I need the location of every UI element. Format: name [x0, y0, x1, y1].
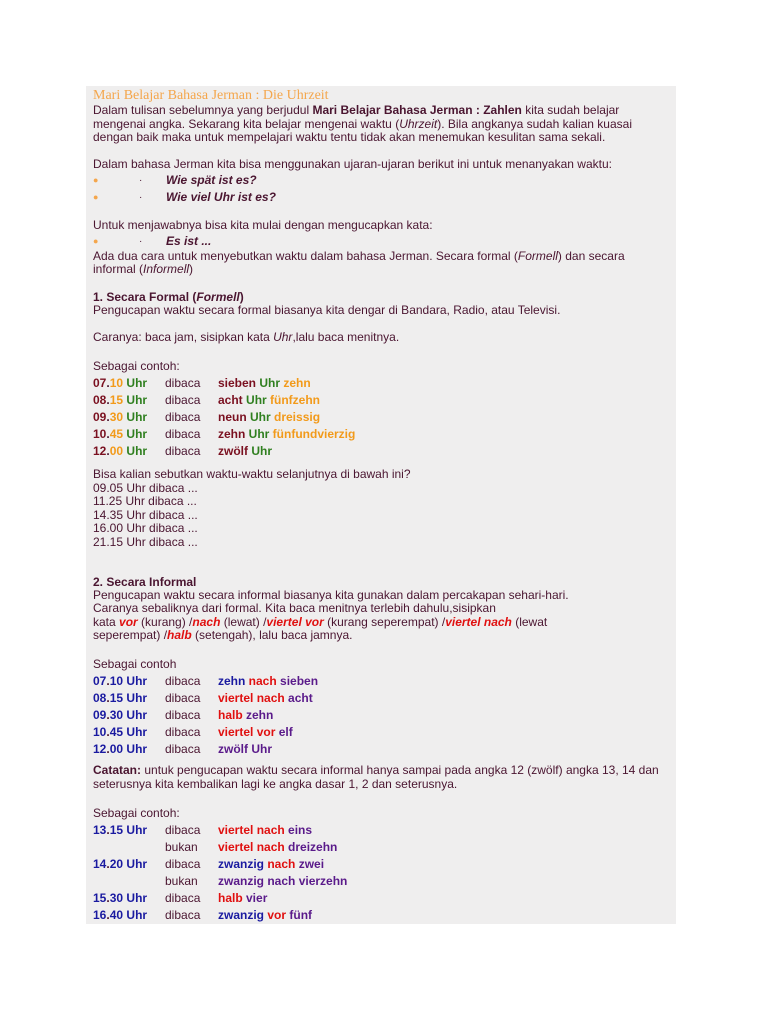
time-cell — [93, 890, 147, 907]
keyword-viertel-vor: viertel vor — [266, 614, 324, 629]
body-text: (kurang) / — [137, 614, 193, 629]
reading-part: viertel nach — [218, 691, 285, 705]
read-verb: dibaca — [165, 708, 201, 722]
reading-part: zwanzig — [218, 856, 265, 871]
reading-part: nach — [245, 674, 277, 688]
table-row — [93, 375, 676, 392]
reading-part: elf — [275, 725, 293, 739]
reading-cell — [218, 907, 312, 924]
reading-part: sieben — [276, 674, 319, 688]
body-text: kata — [93, 614, 120, 629]
reading-part: zehn — [218, 674, 246, 688]
reading-cell — [218, 873, 347, 890]
reading-minute: fünfundvierzig — [269, 427, 356, 441]
time-minute: 30 — [109, 890, 124, 905]
bullet-dot-icon: · — [139, 235, 143, 247]
time-minute: 45 — [109, 725, 124, 739]
time-hour: 09 — [93, 708, 107, 722]
table-row — [93, 741, 676, 758]
time-hour: 08 — [93, 393, 107, 407]
exercise-item: 14.35 Uhr dibaca ... — [93, 507, 198, 522]
time-minute: 00 — [109, 444, 124, 458]
bullet-icon: ● — [93, 174, 99, 185]
keyword-nach: nach — [192, 614, 221, 629]
exercise-intro: Bisa kalian sebutkan waktu-waktu selanjutnya di bawah ini? — [93, 467, 411, 481]
read-verb: dibaca — [165, 822, 201, 837]
body-text: untuk pengucapan waktu secara informal hanya sampai pada angka 12 (zwölf) angka 13, 14 dan — [141, 763, 659, 777]
reading-part: zehn — [242, 708, 274, 722]
time-separator: . — [106, 907, 110, 922]
reading-minute: zehn — [280, 376, 311, 390]
list-item — [93, 189, 676, 206]
reading-cell — [218, 741, 272, 758]
zahlen-article-link: Mari Belajar Bahasa Jerman : Zahlen — [312, 103, 522, 117]
time-uhr: Uhr — [123, 674, 148, 688]
time-minute: 30 — [109, 410, 124, 424]
reading-part: zwölf — [218, 742, 248, 756]
table-row — [93, 707, 676, 724]
read-verb: bukan — [165, 873, 198, 888]
bullet-dot-icon: · — [139, 174, 143, 186]
reading-part: vor — [264, 907, 287, 922]
reading-part: vierzehn — [295, 873, 348, 888]
read-verb: dibaca — [165, 410, 201, 424]
question-text: Wie spät ist es? — [166, 172, 257, 187]
time-separator: . — [106, 376, 110, 390]
time-separator: . — [106, 691, 110, 705]
time-cell — [93, 426, 147, 443]
reading-cell — [218, 426, 355, 443]
time-separator: . — [106, 427, 110, 441]
reading-hour: sieben — [218, 376, 257, 390]
reading-cell — [218, 392, 320, 409]
reading-part: fünf — [286, 907, 313, 922]
heading-text: ) — [239, 290, 244, 304]
time-minute: 30 — [109, 708, 124, 722]
time-cell — [93, 375, 147, 392]
reading-cell — [218, 839, 337, 856]
reading-part: eins — [284, 822, 313, 837]
time-hour: 07 — [93, 674, 107, 688]
time-hour: 08 — [93, 691, 107, 705]
reading-uhr: Uhr — [256, 376, 281, 390]
read-verb: dibaca — [165, 444, 201, 458]
intro-text: Dalam tulisan sebelumnya yang berjudul — [93, 103, 313, 117]
bullet-icon: ● — [93, 191, 99, 202]
time-separator: . — [106, 742, 110, 756]
section-heading-informal: 2. Secara Informal — [93, 574, 197, 589]
reading-part: halb — [218, 890, 243, 905]
note-label: Catatan: — [93, 763, 142, 777]
table-row — [93, 890, 676, 907]
table-row — [93, 822, 676, 839]
table-row — [93, 409, 676, 426]
informal-description: Caranya sebaliknya dari formal. Kita baca menitnya terlebih dahulu,sisipkan — [93, 601, 496, 615]
example-label: Sebagai contoh: — [93, 805, 180, 820]
read-verb: dibaca — [165, 674, 201, 688]
read-verb: dibaca — [165, 742, 201, 756]
time-minute: 45 — [109, 427, 124, 441]
reading-part: vier — [242, 890, 268, 905]
time-minute: 40 — [109, 907, 124, 922]
reading-hour: neun — [218, 410, 247, 424]
read-verb: dibaca — [165, 376, 201, 390]
time-minute: 10 — [109, 674, 124, 688]
time-cell — [93, 822, 147, 839]
reading-uhr: Uhr — [248, 444, 272, 458]
reading-cell — [218, 890, 267, 907]
list-item — [93, 172, 676, 189]
table-row — [93, 873, 676, 890]
table-row — [93, 724, 676, 741]
reading-cell — [218, 375, 311, 392]
body-text: Caranya: baca jam, sisipkan kata — [93, 330, 274, 344]
body-text: ,lalu baca menitnya. — [292, 330, 400, 344]
time-minute: 20 — [109, 856, 124, 871]
exercise-item: 11.25 Uhr dibaca ... — [93, 494, 197, 508]
reading-hour: zwölf — [218, 444, 248, 458]
time-minute: 15 — [109, 691, 124, 705]
question-text: Wie viel Uhr ist es? — [166, 189, 276, 204]
body-text: (kurang seperempat) / — [323, 614, 446, 629]
keyword-halb: halb — [167, 628, 192, 642]
reading-part: dreizehn — [284, 839, 338, 854]
reading-cell — [218, 443, 272, 460]
time-separator: . — [106, 725, 110, 739]
table-row — [93, 443, 676, 460]
body-text: seterusnya kita kembalikan lagi ke angka dasar 1, 2 dan seterusnya. — [93, 776, 458, 791]
time-hour: 07 — [93, 376, 107, 390]
reading-part: zwanzig — [218, 873, 265, 888]
time-hour: 12 — [93, 444, 107, 458]
intro-paragraph — [93, 104, 676, 145]
body-text: seperempat) / — [93, 628, 168, 642]
time-uhr: Uhr — [123, 393, 148, 407]
body-text: (lewat) / — [220, 614, 267, 629]
time-cell — [93, 690, 147, 707]
time-cell — [93, 707, 147, 724]
bullet-dot-icon: · — [139, 191, 143, 203]
reading-cell — [218, 673, 318, 690]
read-verb: dibaca — [165, 725, 201, 739]
time-cell — [93, 907, 147, 924]
time-minute: 10 — [109, 376, 124, 390]
two-ways-paragraph — [93, 250, 676, 277]
reading-cell — [218, 724, 293, 741]
time-hour: 13 — [93, 822, 107, 837]
time-hour: 09 — [93, 410, 107, 424]
time-separator: . — [106, 410, 110, 424]
time-cell — [93, 443, 147, 460]
time-uhr: Uhr — [123, 444, 148, 458]
reading-cell — [218, 856, 324, 873]
reading-minute: fünfzehn — [266, 393, 321, 407]
reading-part: zwei — [295, 856, 325, 871]
body-text: informal ( — [93, 262, 144, 276]
answer-intro: Untuk menjawabnya bisa kita mulai dengan mengucapkan kata: — [93, 218, 433, 232]
time-uhr: Uhr — [123, 708, 148, 722]
body-text: (lewat — [511, 614, 548, 629]
time-cell — [93, 724, 147, 741]
table-row — [93, 392, 676, 409]
time-hour: 12 — [93, 742, 107, 756]
reading-part: viertel nach — [218, 839, 285, 854]
body-text: Ada dua cara untuk menyebutkan waktu dalam bahasa Jerman. Secara formal ( — [93, 248, 518, 263]
intro-term: Uhrzeit — [399, 116, 438, 131]
reading-hour: zehn — [218, 427, 246, 441]
reading-part: Uhr — [248, 742, 272, 756]
reading-part: viertel nach — [218, 822, 285, 837]
time-uhr: Uhr — [123, 856, 148, 871]
body-text: ) dan secara — [557, 248, 625, 263]
time-minute: 15 — [109, 393, 124, 407]
time-uhr: Uhr — [123, 691, 148, 705]
time-uhr: Uhr — [123, 822, 148, 837]
read-verb: dibaca — [165, 856, 201, 871]
time-hour: 14 — [93, 856, 107, 871]
intro-text: ). Bila angkanya sudah kalian kuasai — [437, 116, 632, 131]
read-verb: dibaca — [165, 427, 201, 441]
example-label: Sebagai contoh: — [93, 359, 180, 373]
reading-part: acht — [284, 691, 313, 705]
table-row — [93, 426, 676, 443]
exercise-item: 16.00 Uhr dibaca ... — [93, 521, 198, 535]
time-hour: 10 — [93, 725, 107, 739]
informal-description — [93, 629, 676, 643]
time-separator: . — [106, 822, 110, 837]
time-separator: . — [106, 444, 110, 458]
reading-part: viertel vor — [218, 725, 276, 739]
heading-text: 1. Secara Formal ( — [93, 290, 197, 304]
time-separator: . — [106, 674, 110, 688]
table-row — [93, 839, 676, 856]
reading-part: nach — [264, 873, 296, 888]
document-page — [86, 86, 676, 924]
intro-text: kita sudah belajar — [521, 103, 620, 117]
read-verb: dibaca — [165, 393, 201, 407]
formal-how — [93, 331, 676, 345]
reading-part: halb — [218, 708, 243, 722]
exercise-item: 21.15 Uhr dibaca ... — [93, 534, 198, 549]
reading-cell — [218, 690, 313, 707]
example-label: Sebagai contoh — [93, 657, 177, 671]
time-cell — [93, 409, 147, 426]
bullet-icon: ● — [93, 235, 99, 246]
intro-text: mengenai angka. Sekarang kita belajar mengenai waktu ( — [93, 116, 400, 131]
time-cell — [93, 856, 147, 873]
reading-hour: acht — [218, 393, 243, 407]
time-uhr: Uhr — [123, 376, 148, 390]
time-uhr: Uhr — [123, 742, 148, 756]
body-text: (setengah), lalu baca jamnya. — [191, 628, 353, 642]
reading-uhr: Uhr — [246, 410, 271, 424]
time-minute: 00 — [109, 742, 124, 756]
reading-minute: dreissig — [270, 410, 321, 424]
informal-example-list — [93, 673, 676, 758]
time-hour: 16 — [93, 907, 107, 922]
table-row — [93, 907, 676, 924]
reading-cell — [218, 822, 312, 839]
time-cell — [93, 392, 147, 409]
answer-text: Es ist ... — [166, 233, 212, 248]
reading-cell — [218, 707, 273, 724]
formal-description: Pengucapan waktu secara formal biasanya kita dengar di Bandara, Radio, atau Televisi. — [93, 303, 561, 317]
time-uhr: Uhr — [123, 725, 148, 739]
body-text: ) — [189, 262, 194, 276]
exercise-item: 09.05 Uhr dibaca ... — [93, 480, 198, 495]
informal-description: Pengucapan waktu secara informal biasanya kita gunakan dalam percakapan sehari-hari. — [93, 587, 569, 602]
informal-description — [93, 616, 676, 630]
table-row — [93, 856, 676, 873]
reading-part: zwanzig — [218, 907, 265, 922]
reading-uhr: Uhr — [245, 427, 270, 441]
term: Informell — [143, 262, 190, 276]
read-verb: dibaca — [165, 691, 201, 705]
informal-example-list-2 — [93, 822, 676, 924]
section-heading-formal — [93, 290, 676, 304]
keyword-viertel-nach: viertel nach — [445, 614, 512, 629]
term: Formell — [517, 248, 558, 263]
keyword-vor: vor — [119, 614, 138, 629]
time-uhr: Uhr — [123, 890, 148, 905]
time-uhr: Uhr — [123, 907, 148, 922]
table-row — [93, 690, 676, 707]
page-title: Mari Belajar Bahasa Jerman : Die Uhrzeit — [93, 88, 329, 103]
table-row — [93, 673, 676, 690]
read-verb: bukan — [165, 839, 198, 854]
formal-example-list — [93, 375, 676, 460]
time-uhr: Uhr — [123, 410, 148, 424]
time-minute: 15 — [109, 822, 124, 837]
time-hour: 10 — [93, 427, 107, 441]
note-paragraph — [93, 764, 676, 791]
read-verb: dibaca — [165, 890, 201, 905]
time-hour: 15 — [93, 890, 107, 905]
time-cell — [93, 741, 147, 758]
reading-uhr: Uhr — [242, 393, 267, 407]
time-separator: . — [106, 708, 110, 722]
list-item — [93, 233, 676, 250]
term: Uhr — [273, 330, 293, 344]
reading-part: nach — [264, 856, 296, 871]
reading-cell — [218, 409, 320, 426]
time-cell — [93, 673, 147, 690]
time-separator: . — [106, 856, 110, 871]
read-verb: dibaca — [165, 907, 201, 922]
intro-text: dengan baik maka untuk mempelajari waktu tentu tidak akan menemukan kesulitan sama sekali. — [93, 130, 606, 144]
time-separator: . — [106, 393, 110, 407]
time-uhr: Uhr — [123, 427, 148, 441]
time-separator: . — [106, 890, 110, 905]
heading-term: Formell — [196, 290, 240, 304]
question-intro: Dalam bahasa Jerman kita bisa menggunakan ujaran-ujaran berikut ini untuk menanyakan waktu: — [93, 157, 612, 171]
